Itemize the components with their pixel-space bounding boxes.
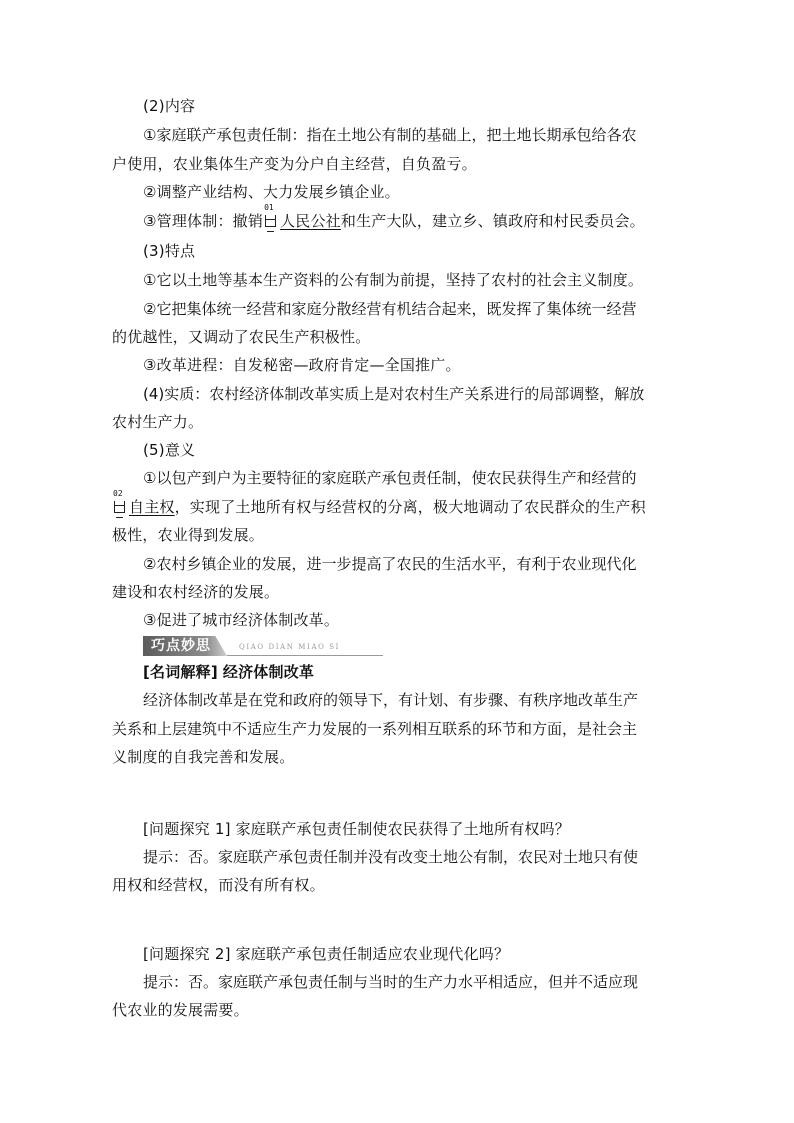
paragraph-line: 建设和农村经济的发展。 [112,583,280,601]
marker-number: 01 [264,203,274,212]
paragraph-line: (4)实质：农村经济体制改革实质上是对农村生产关系进行的局部调整，解放 [143,385,645,403]
term-name: 经济体制改革 [222,663,315,681]
banner-pinyin: QIAO DIAN MIAO SI [239,643,341,651]
paragraph-line: ①以包产到户为主要特征的家庭联产承包责任制，使农民获得生产和经营的 [143,469,637,487]
question-text: 家庭联产承包责任制适应农业现代化吗？ [235,945,510,963]
annotation-marker-icon [264,203,278,229]
text-segment: ③管理体制：撤销 [143,212,264,230]
heading-content: (2)内容 [143,97,196,115]
paragraph-line: ①它以土地等基本生产资料的公有制为前提，坚持了农村的社会主义制度。 [143,271,644,289]
term-definition-line: 经济体制改革是在党和政府的领导下，有计划、有步骤、有秩序地改革生产 [143,691,639,709]
marker-number: 02 [113,489,123,498]
question-text: 家庭联产承包责任制使农民获得了土地所有权吗？ [235,820,570,838]
paragraph-line: ①家庭联产承包责任制：指在土地公有制的基础上，把土地长期承包给各农 [143,126,637,144]
banner-title: 巧点妙思 [151,638,211,654]
term-label: [名词解释] [143,663,218,681]
banner-rule [227,655,383,656]
question-2 [143,943,682,965]
text-segment: 和生产大队，建立乡、镇政府和村民委员会。 [340,212,645,230]
answer-line: 提示：否。家庭联产承包责任制与当时的生产力水平相适应，但并不适应现 [143,973,639,991]
underlined-term: 人民公社 [280,212,341,230]
term-definition-line: 关系和上层建筑中不适应生产力发展的一系列相互联系的环节和方面，是社会主 [112,720,638,738]
term-heading [143,661,682,683]
question-label: [问题探究 2] [143,945,231,963]
answer-line: 用权和经营权，而没有所有权。 [112,876,325,894]
question-label: [问题探究 1] [143,820,231,838]
underlined-term: 自主权 [129,498,175,516]
text-segment: ，实现了土地所有权与经营权的分离，极大地调动了农民群众的生产积 [174,498,646,516]
paragraph-line: ②它把集体统一经营和家庭分散经营有机结合起来，既发挥了集体统一经营 [143,300,637,318]
term-definition-line: 义制度的自我完善和发展。 [112,748,295,766]
annotation-marker-icon [113,489,127,515]
heading-features: (3)特点 [143,242,196,260]
paragraph-line: 极性，农业得到发展。 [112,526,265,544]
question-1 [143,818,682,840]
section-banner [143,636,383,656]
answer-line: 代农业的发展需要。 [112,1001,249,1019]
paragraph-line: ③促进了城市经济体制改革。 [143,611,340,629]
paragraph-line [143,203,682,232]
paragraph-line [112,489,682,518]
heading-significance: (5)意义 [143,441,196,459]
paragraph-line: ②调整产业结构、大力发展乡镇企业。 [143,183,400,201]
paragraph-line: 农村生产力。 [112,413,204,431]
paragraph-line: 的优越性，又调动了农民生产积极性。 [112,328,371,346]
answer-line: 提示：否。家庭联产承包责任制并没有改变土地公有制，农民对土地只有使 [143,848,639,866]
paragraph-line: ②农村乡镇企业的发展，进一步提高了农民的生活水平，有利于农业现代化 [143,555,637,573]
paragraph-line: 户使用，农业集体生产变为分户自主经营，自负盈亏。 [112,155,477,173]
paragraph-line: ③改革进程：自发秘密—政府肯定—全国推广。 [143,356,461,374]
